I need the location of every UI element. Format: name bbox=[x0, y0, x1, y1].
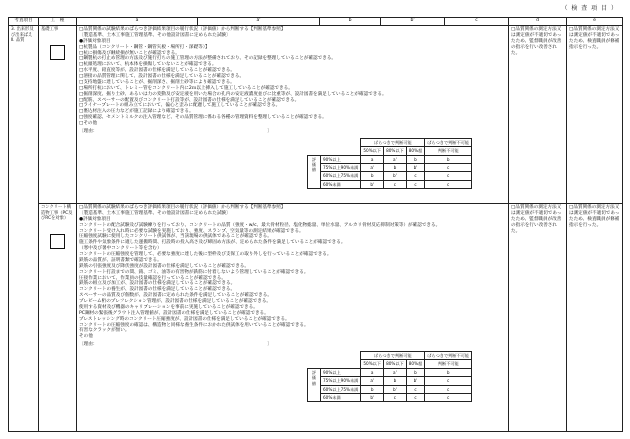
eval-subhead: 判断不可能 bbox=[425, 147, 472, 155]
evaluation-table bbox=[307, 138, 472, 189]
work-cell bbox=[39, 26, 77, 204]
criteria-item: 鉄筋の組立及び加工が、設計図書の仕様を満足していることが確認できる。 bbox=[79, 281, 236, 287]
criteria-item: （寒中及び暑中コンクリート等を含む） bbox=[79, 246, 162, 252]
reason-line bbox=[79, 129, 506, 135]
eval-grade: b' bbox=[361, 393, 384, 401]
eval-grade: b bbox=[361, 385, 384, 393]
eval-grade: a' bbox=[384, 155, 407, 163]
header-row bbox=[9, 18, 623, 26]
eval-row-label: 60%以上75%未満 bbox=[321, 172, 361, 180]
criteria-item: 施工条件や気象条件に適した運搬時間、打設時の投入高さ及び締固め方法が、定められた条件を満足していることが確認できる。 bbox=[79, 240, 346, 246]
eval-row-label: 75%以上90%未満 bbox=[321, 163, 361, 171]
work-label: コンクリート構造物工事（PC及びRCを対象） bbox=[41, 205, 73, 221]
eval-row-label: 90%以上 bbox=[321, 368, 361, 376]
criteria-list bbox=[79, 223, 506, 341]
intro-line: □品質関係の試験結果のばらつき評価結果項目の履行状況（評価値）から判断する【判断基準参照】 bbox=[79, 205, 286, 210]
eval-row-label: 60%未満 bbox=[321, 180, 361, 188]
col-e-cell bbox=[567, 204, 623, 432]
row-concrete bbox=[9, 204, 623, 432]
eval-grade: c bbox=[406, 385, 425, 393]
evaluation-table bbox=[307, 351, 472, 402]
criteria-item: □杭に損傷及び継続損が無いことが確認できる。 bbox=[79, 50, 180, 56]
page-tag: （ 検 査 項 目 ） bbox=[561, 5, 618, 12]
eval-grade: c bbox=[406, 393, 425, 401]
eval-grade: a' bbox=[384, 368, 407, 376]
criteria-item: □ライナープレートの組み立てにおいて、偏心と歪みに配慮して施工していることが確認できる。 bbox=[79, 103, 281, 109]
criteria-item: 使用する資材及び機器のキャリブレーションを事前に実施していることが確認できる。 bbox=[79, 304, 258, 310]
eval-row-label: 75%以上90%未満 bbox=[321, 377, 361, 385]
eval-head: ばらつきで判断不可能 bbox=[425, 138, 472, 146]
eval-grade: b' bbox=[384, 385, 407, 393]
header-a-prime: a' bbox=[198, 18, 320, 26]
criteria-item: 鉄筋の品質が、証明書類で確認できる。 bbox=[79, 257, 162, 263]
eval-subhead: 80%超 bbox=[406, 147, 425, 155]
col-d-text: □品質関係の測定方法又は測定値が不適切であったため、監督職員が改善の指示を行い改善された。 bbox=[511, 205, 562, 234]
intro-line: 〔製造基準、土木工事施工管理基準、その他設計図書に定められた試験〕 bbox=[79, 32, 231, 38]
col-d-cell bbox=[509, 26, 567, 204]
header-item: 考査項目 bbox=[9, 18, 39, 26]
item-label-cell bbox=[9, 26, 39, 432]
col-d-text: □品質関係の測定方法又は測定値が不適切であったため、監督職員が改善の指示を行い改善された。 bbox=[511, 27, 562, 56]
eval-grade: b bbox=[361, 172, 384, 180]
intro-line: □品質関係の試験結果のばらつき評価結果項目の履行状況（評価値）から判断する【判断基準参照】 bbox=[79, 27, 286, 32]
eval-head: ばらつきで判断可能 bbox=[361, 138, 425, 146]
header-b: b bbox=[320, 18, 381, 26]
reason-label: 〔理由： bbox=[79, 342, 98, 348]
checkbox[interactable] bbox=[50, 234, 65, 249]
criteria-item: □裏込材注入の圧力などが施工記録により確認できる。 bbox=[79, 109, 194, 115]
reason-close: 〕 bbox=[267, 128, 272, 134]
work-label: 基礎工事 bbox=[41, 27, 59, 32]
header-b-prime: b' bbox=[381, 18, 445, 26]
criteria-item: □支持地盤に達していることが、掘削深さ、掘削土砂等により確認できる。 bbox=[79, 79, 235, 85]
checkbox[interactable] bbox=[50, 45, 65, 60]
reason-line bbox=[79, 342, 506, 348]
criteria-item: コンクリートの圧縮強度を管理して、必要な強度に達した後に型枠及び支保工の取り外しを行っていることが確認できる。 bbox=[79, 252, 332, 257]
col-d-cell bbox=[509, 204, 567, 432]
item-label: 3. 出来形及び出来ばえ Ⅱ. 品質 bbox=[11, 27, 37, 43]
eval-subhead: 80%超 bbox=[406, 360, 425, 368]
criteria-item: □掘削深度、掘り土砂、あるいは力の変動及び安定液を用いた場合の孔内の安定液濃度並びに比重等が、設計図書を満足していることが確認できる。 bbox=[79, 91, 387, 97]
col-e-cell bbox=[567, 26, 623, 204]
col-e-text: □品質関係の測定方法又は測定値が不適切であったため、検査職員が修補指示を行った。 bbox=[569, 27, 620, 50]
criteria-item: プレビーム桁のプレフレクション管理が、設計図書の仕様を満足していることが確認できる。 bbox=[79, 299, 272, 304]
eval-row-label: 60%以上75%未満 bbox=[321, 385, 361, 393]
eval-grade: b bbox=[384, 163, 407, 171]
criteria-item: プレストレッシング時のコンクリート圧縮強度が、設計図書の仕様を満足していることが確認できる。 bbox=[79, 316, 290, 322]
criteria-item: コンクリート打設までの間、錆、ゴミ、油等の有害物が鉄筋に付着しないよう管理していることが確認できる。 bbox=[79, 269, 309, 275]
eval-head: ばらつきで判断可能 bbox=[361, 352, 425, 360]
criteria-item: □杭頭処理において、杭本体を損傷していないことが確認できる。 bbox=[79, 62, 217, 68]
eval-row-label: 90%以上 bbox=[321, 155, 361, 163]
criteria-item: □杭製品（コンクリート・鋼管・鋼管矢板・場所打・深礎等）】 bbox=[79, 44, 210, 50]
eval-grade: b bbox=[406, 368, 425, 376]
eval-grade: a bbox=[361, 368, 384, 376]
eval-side: 評価値 bbox=[308, 368, 321, 402]
criteria-item: コンクリートの養生が、設計図書の仕様を満足していることが確認できる。 bbox=[79, 287, 236, 293]
criteria-list bbox=[79, 45, 506, 127]
eval-grade: b' bbox=[406, 377, 425, 385]
criteria-item: □水平度、鉛直度等が、設計図書の仕様を満足していることが確認できる。 bbox=[79, 68, 235, 74]
header-work: 工 種 bbox=[39, 18, 77, 26]
eval-grade: b' bbox=[361, 180, 384, 188]
eval-grade: c bbox=[425, 377, 472, 385]
criteria-item: 圧縮強度試験に使用したコンクリート供試体が、当該現場の供試体であることが確認できる。 bbox=[79, 234, 272, 240]
eval-head: ばらつきで判断不可能 bbox=[425, 352, 472, 360]
eval-grade: b' bbox=[384, 172, 407, 180]
eval-subhead: 50%以下 bbox=[361, 147, 384, 155]
criteria-item: 鉄筋の引張強度及び降伏強度が設計図書の仕様を満足していることが確認できる。 bbox=[79, 263, 249, 269]
eval-grade: b' bbox=[406, 163, 425, 171]
eval-grade: c bbox=[425, 393, 472, 401]
header-d: d bbox=[509, 18, 567, 26]
header-a: a bbox=[77, 18, 198, 26]
eval-grade: b bbox=[425, 155, 472, 163]
eval-grade: c bbox=[425, 180, 472, 188]
criteria-item: PC鋼材の緊張後グラウト注入管理値が、設計図書の仕様を満足していることが確認できる。 bbox=[79, 310, 269, 316]
eval-subhead: 判断不可能 bbox=[425, 360, 472, 368]
eval-grade: c bbox=[406, 172, 425, 180]
criteria-item: □配筋、スペーサーの配置及びコンクリート打設等が、設計図書の仕様を満足していることが確認できる。 bbox=[79, 97, 300, 103]
eval-grade: b bbox=[384, 377, 407, 385]
criteria-item: スペーサーの品質及び個数が、設計図書に定められた条件を満足していることが確認できる。 bbox=[79, 293, 272, 299]
header-e: e bbox=[567, 18, 623, 26]
col-e-text: □品質関係の測定方法又は測定値が不適切であったため、検査職員が修補指示を行った。 bbox=[569, 205, 620, 228]
eval-grade: b bbox=[406, 155, 425, 163]
criteria-item: コンクリート受け入れ時に必要な試験を実施しており、強度、スランプ、空気量等の測定結果が確認できる。 bbox=[79, 228, 304, 234]
criteria-item: □その他 bbox=[79, 121, 98, 126]
reason-close: 〕 bbox=[267, 342, 272, 348]
eval-grade: c bbox=[425, 385, 472, 393]
eval-grade: a' bbox=[361, 163, 384, 171]
eval-grade: c bbox=[384, 180, 407, 188]
eval-grade: c bbox=[425, 172, 472, 180]
criteria-item: 圧接作業において、作業員の技量確認を行っていることが確認できる。 bbox=[79, 275, 226, 281]
criteria-item: 有害なクラックが無い。 bbox=[79, 328, 130, 334]
criteria-item: □強度確認、セメントミルクの注入管理など、その品質管理に係わる各種の管理資料を整理していることが確認できる。 bbox=[79, 115, 327, 121]
work-cell bbox=[39, 204, 77, 432]
criteria-item: □鋼製杭の打止め管理の方法及び施行打ちの施工管理の方法が整備されており、その記録を整理していることが確認できる。 bbox=[79, 56, 337, 62]
items-header: ●評価対象項目 bbox=[79, 38, 111, 44]
criteria-cell bbox=[77, 26, 509, 204]
eval-side: 評価値 bbox=[308, 155, 321, 189]
eval-grade: b bbox=[425, 368, 472, 376]
eval-grade: a' bbox=[361, 377, 384, 385]
criteria-cell bbox=[77, 204, 509, 432]
intro-line: 〔製造基準、土木工事施工管理基準、その他設計図書に定められた試験〕 bbox=[79, 210, 231, 216]
criteria-item: コンクリートの配合試験及び試験練りを行っており、コンクリートの品質（強度・w/c、最大骨材粒径、塩化物総量、単位水量、アルカリ骨材反応抑制対策等）が確認できる。 bbox=[79, 222, 441, 228]
eval-grade: c bbox=[406, 180, 425, 188]
criteria-item: □場所打杭において、トレミー管をコンクリート内に2ｍ以上挿入して施工していることが確認できる。 bbox=[79, 85, 293, 91]
eval-grade: a bbox=[361, 155, 384, 163]
eval-grade: c bbox=[384, 393, 407, 401]
eval-subhead: 80%以下 bbox=[384, 147, 407, 155]
eval-subhead: 80%以下 bbox=[384, 360, 407, 368]
header-c: c bbox=[445, 18, 509, 26]
eval-grade: c bbox=[425, 163, 472, 171]
inspection-sheet bbox=[8, 17, 623, 432]
row-foundation bbox=[9, 26, 623, 204]
criteria-item: その他 bbox=[79, 334, 93, 340]
eval-row-label: 60%未満 bbox=[321, 393, 361, 401]
items-header: ●評価対象項目 bbox=[79, 216, 111, 222]
criteria-item: □溶接の品質管理に関して、設計図書の仕様を満足していることが確認できる。 bbox=[79, 74, 245, 79]
reason-label: 〔理由： bbox=[79, 128, 98, 134]
eval-subhead: 50%以下 bbox=[361, 360, 384, 368]
criteria-item: コンクリートの圧縮強度の確認は、構造物と同様な養生条件におかれた供試体を用いていることが確認できる。 bbox=[79, 322, 309, 328]
